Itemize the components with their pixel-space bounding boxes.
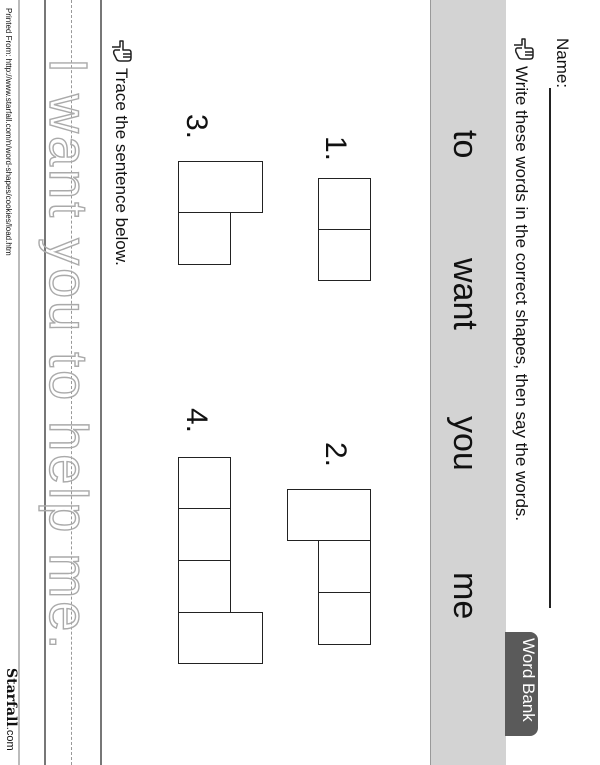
instructions-text: Write these words in the correct shapes, then say the words.	[512, 66, 531, 522]
word-bank-word-want: want	[446, 258, 484, 330]
name-line	[549, 88, 551, 608]
letter-box[interactable]	[287, 489, 371, 541]
letter-box[interactable]	[318, 592, 371, 645]
letter-box[interactable]	[178, 612, 263, 664]
printed-from-url: Printed From: http://www.starfall.com/n/word-shapes/cookies/load.htm	[4, 8, 13, 256]
item-number-4: 4.	[180, 408, 213, 434]
trace-instruction: Trace the sentence below.	[112, 68, 131, 266]
letter-box[interactable]	[178, 457, 231, 509]
logo-suffix: .com	[4, 726, 16, 751]
letter-box[interactable]	[178, 560, 231, 613]
starfall-logo	[2, 668, 20, 751]
name-label: Name:	[553, 38, 572, 89]
word-bank-word-to: to	[446, 130, 484, 159]
letter-box[interactable]	[318, 229, 371, 281]
word-bank-band	[430, 0, 506, 765]
trace-sentence: I want you to help me.	[38, 58, 98, 653]
item-number-2: 2.	[319, 442, 352, 468]
item-number-1: 1.	[319, 136, 352, 162]
word-bank-word-me: me	[446, 572, 484, 620]
letter-box[interactable]	[318, 540, 371, 593]
item-number-3: 3.	[180, 114, 213, 140]
logo-main: Starfall	[3, 668, 19, 727]
pointing-hand-icon	[108, 38, 134, 69]
pointing-hand-icon	[510, 36, 536, 67]
letter-box[interactable]	[178, 508, 231, 561]
guide-descender-line	[18, 0, 20, 765]
word-bank-label: Word Bank	[519, 638, 538, 722]
word-bank-word-you: you	[446, 416, 484, 471]
letter-box[interactable]	[318, 178, 371, 230]
letter-box[interactable]	[178, 212, 231, 265]
letter-box[interactable]	[178, 161, 263, 213]
guide-top-line	[100, 0, 102, 765]
